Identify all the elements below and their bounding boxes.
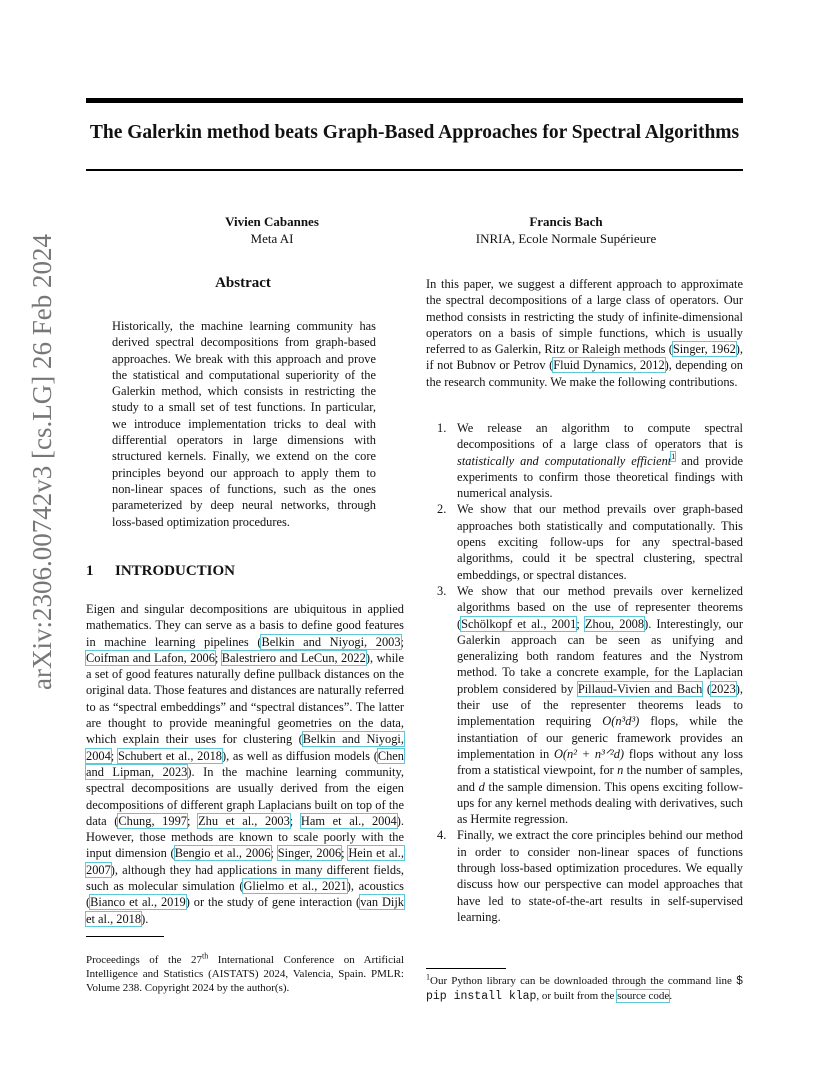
text-run: and provide experiments to confirm those theoretical findings with numerical analysis. bbox=[457, 453, 743, 501]
text-run: ) or the study of gene interaction ( bbox=[185, 895, 361, 910]
citation-link[interactable]: Glielmo et al., 2021 bbox=[243, 879, 347, 894]
text-run: ), acoustics ( bbox=[86, 879, 404, 910]
citation-link[interactable]: Belkin and Niyogi, 2003 bbox=[261, 634, 401, 649]
pip-command: $ pip install klap bbox=[426, 975, 743, 1003]
citation-link[interactable]: Schölkopf et al., 2001 bbox=[461, 616, 577, 631]
text-run: Finally, we extract the core principles behind our method in order to consider non-linear spaces of functions through loss-based optimization procedures. We equally discuss how our perspective can model approaches that have led to state-of-the-art results in self-supervised learning. bbox=[457, 828, 743, 924]
citation-link[interactable]: Pillaud-Vivien and Bach bbox=[577, 681, 703, 696]
text-run: ; bbox=[186, 813, 199, 828]
section-title: INTRODUCTION bbox=[115, 563, 236, 579]
text-run: ; bbox=[576, 616, 585, 631]
citation-link[interactable]: Coifman and Lafon, 2006 bbox=[86, 650, 215, 665]
citation-link[interactable]: Hein et al., 2007 bbox=[86, 846, 404, 877]
text-run: Eigen and singular decompositions are ubiquitous in applied mathematics. They can serve as a basis to define good features in machine learning pipelines ( bbox=[86, 602, 404, 649]
footnote-ref[interactable]: 1 bbox=[671, 452, 676, 462]
math: n bbox=[617, 763, 624, 778]
contribution-item bbox=[437, 420, 743, 501]
citation-link[interactable]: Chen and Lipman, 2023 bbox=[86, 748, 404, 779]
citation-link[interactable]: Bengio et al., 2006 bbox=[174, 846, 271, 861]
emphasis: statistically and computationally efficient bbox=[457, 453, 672, 468]
text-run: ), while a set of good features naturally define pullback distances on the original data. Those features and distances are naturally referred to as “spectral embeddings” and “spectral distances”. The latter are thought to provide meaningful geometries on the data, which explain their uses for clustering ( bbox=[86, 650, 404, 747]
contribution-item bbox=[437, 583, 743, 827]
text-run: ( bbox=[702, 681, 711, 696]
citation-link[interactable]: Schubert et al., 2018 bbox=[117, 748, 222, 763]
contribution-item bbox=[437, 501, 743, 582]
list-number: 4. bbox=[437, 828, 447, 843]
list-number: 3. bbox=[437, 583, 447, 598]
text-run: ), as well as diffusion models ( bbox=[221, 748, 378, 763]
citation-link[interactable]: Chung, 1997 bbox=[118, 813, 187, 828]
text-run: the number of samples, and bbox=[457, 763, 743, 794]
title-rule-bottom bbox=[86, 169, 743, 171]
citation-link[interactable]: Balestriero and LeCun, 2022 bbox=[221, 650, 366, 665]
author-2 bbox=[426, 213, 706, 247]
source-code-link[interactable]: source code bbox=[617, 990, 670, 1002]
abstract-text: Historically, the machine learning community has derived spectral decompositions from graph-based approaches. We break with this approach and prove the statistical and computational superiority of the Galerkin method, which consists in restricting the study to a small set of test functions. In particular, we introduce implementation tricks to deal with differential operators in large dimensions with structured kernels. Finally, we extend on the core principles beyond our approach to apply them to non-linear spaces of functions, such as the ones parameterized by deep neural networks, through loss-based optimization procedures. bbox=[112, 319, 376, 529]
citation-link[interactable]: Singer, 2006 bbox=[277, 846, 342, 861]
citation-link[interactable]: Bianco et al., 2019 bbox=[90, 895, 186, 910]
contributions-list bbox=[437, 420, 743, 925]
text-run: flops, while the instantiation of our generic framework provides an implementation in bbox=[457, 714, 743, 761]
footnote-rule-right bbox=[426, 968, 506, 969]
text-run: ), if not Bubnov or Petrov ( bbox=[426, 342, 743, 373]
math: O(n² + n³ᐟ²d) bbox=[553, 746, 625, 761]
text-run: We show that our method prevails over graph-based approaches both statistically and computationally. This opens exciting follow-ups for any spectral-based algorithms, could it be spectral clustering, spectral embeddings, or spectral distances. bbox=[457, 502, 743, 582]
paper-title: The Galerkin method beats Graph-Based Approaches for Spectral Algorithms bbox=[89, 122, 740, 143]
author-affiliation: Meta AI bbox=[250, 231, 294, 246]
text-run: ; bbox=[214, 650, 222, 665]
text-run: ; bbox=[341, 846, 349, 861]
section-heading bbox=[86, 563, 235, 580]
math: O(n³d³) bbox=[602, 714, 640, 729]
text-run: ). bbox=[141, 911, 149, 926]
text-run: ), their use of the representer theorems leads to implementation requiring bbox=[457, 681, 743, 729]
text-run: flops without any loss from a statistical viewpoint, for bbox=[457, 746, 743, 778]
text-run: ), depending on the research community. We make the following contributions. bbox=[426, 358, 743, 389]
text-run: ; bbox=[400, 634, 404, 649]
title-rule-top bbox=[86, 98, 743, 103]
citation-link[interactable]: Belkin and Niyogi, 2004 bbox=[86, 732, 404, 763]
list-number: 1. bbox=[437, 421, 447, 435]
text-run: ), although they had applications in many different fields, such as molecular simulation ( bbox=[86, 862, 404, 894]
intro-paragraph-1 bbox=[86, 601, 404, 927]
citation-link[interactable]: van Dijk et al., 2018 bbox=[86, 895, 404, 926]
math: d bbox=[478, 779, 485, 794]
abstract-heading: Abstract bbox=[215, 275, 271, 291]
citation-link[interactable]: Singer, 1962 bbox=[672, 342, 736, 357]
author-affiliation: INRIA, Ecole Normale Supérieure bbox=[475, 231, 657, 246]
citation-link[interactable]: Fluid Dynamics, 2012 bbox=[553, 358, 665, 373]
text-run: ). However, those methods are known to scale poorly with the input dimension ( bbox=[86, 813, 404, 861]
citation-link[interactable]: Zhu et al., 2003 bbox=[198, 813, 290, 828]
list-number: 2. bbox=[437, 502, 447, 517]
author-1 bbox=[172, 213, 372, 247]
text-run: We release an algorithm to compute spectral decompositions of a large class of operators that is bbox=[457, 421, 743, 452]
citation-link[interactable]: Ham et al., 2004 bbox=[300, 813, 397, 828]
citation-link[interactable]: 2023 bbox=[710, 681, 736, 696]
author-name: Vivien Cabannes bbox=[225, 214, 319, 229]
citation-link[interactable]: Zhou, 2008 bbox=[584, 616, 645, 631]
section-number: 1 bbox=[86, 563, 94, 579]
text-run: ; bbox=[110, 748, 118, 763]
footnote-rule-left bbox=[86, 936, 164, 937]
text-run: ). Interestingly, our Galerkin approach can be seen as unifying and generalizing both random features and the Nystrom method. To take a concrete example, for the Laplacian problem considered by bbox=[457, 616, 743, 696]
proceedings-footnote: Proceedings of the 27th International Conference on Artificial Intelligence and Statistics (AISTATS) 2024, Valencia, Spain. PMLR: Volume 238. Copyright 2024 by the author(s). bbox=[86, 951, 404, 994]
text-run: ). In the machine learning community, spectral decompositions are usually derived from the eigen decompositions of different graph Laplacians built on top of the data ( bbox=[86, 764, 404, 828]
code-footnote: $^1$Our Python library can be downloaded through the command line $ pip install klap, or built from the source code. bbox=[426, 972, 743, 1003]
text-run: the sample dimension. This opens exciting follow-ups for any kernel methods dealing with derivatives, such as Hermite regression. bbox=[457, 779, 743, 827]
author-name: Francis Bach bbox=[529, 214, 603, 229]
text-run: In this paper, we suggest a different approach to approximate the spectral decompositions of a large class of operators. Our method consists in restricting the study of infinite-dimensional operators on a basis of simple functions, which is usually referred to as Galerkin, Ritz or Raleigh methods ( bbox=[426, 277, 743, 357]
text-run: ; bbox=[270, 846, 278, 861]
text-run: We show that our method prevails over kernelized algorithms based on the use of representer theorems ( bbox=[457, 583, 743, 631]
text-run: ; bbox=[289, 813, 301, 828]
intro-paragraph-2 bbox=[426, 276, 743, 390]
arxiv-stamp: arXiv:2306.00742v3 [cs.LG] 26 Feb 2024 bbox=[27, 234, 57, 690]
contribution-item bbox=[437, 827, 743, 925]
